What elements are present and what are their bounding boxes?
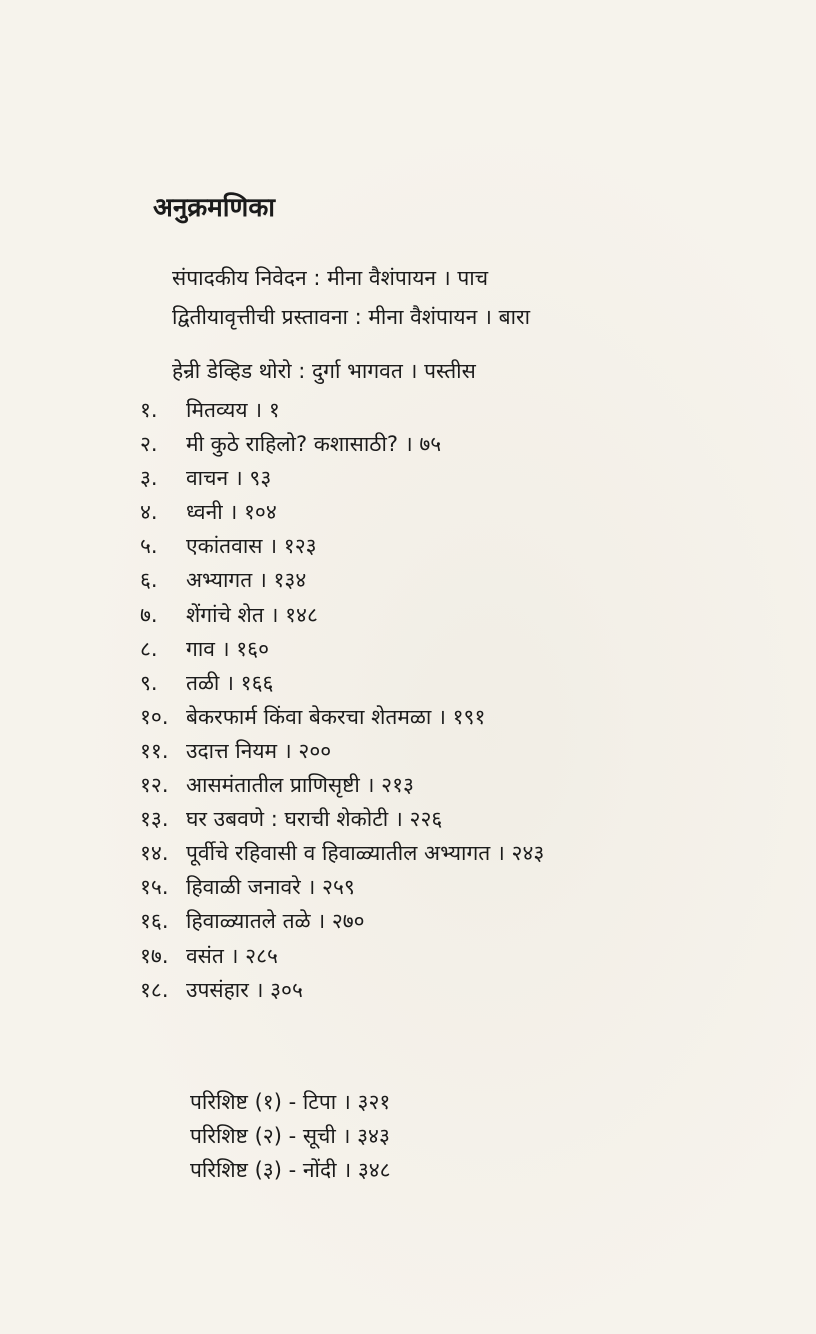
chapter-title: हिवाळ्यातले तळे । २७०: [186, 909, 365, 934]
chapter-number: २.: [140, 432, 158, 457]
chapter-title: बेकरफार्म किंवा बेकरचा शेतमळा । १९१: [186, 704, 486, 729]
chapter-title: गाव । १६०: [186, 636, 270, 661]
appendix-list: [190, 1085, 391, 1187]
list-item: परिशिष्ट (१) - टिपा । ३२१: [190, 1090, 391, 1114]
chapter-title: अभ्यागत । १३४: [186, 568, 307, 593]
list-item: [140, 802, 544, 836]
chapter-title: शेंगांचे शेत । १४८: [186, 602, 318, 627]
chapter-number: १७.: [140, 943, 169, 968]
list-item: [140, 598, 544, 632]
list-item: [140, 632, 544, 666]
front-matter-editorial-note: संपादकीय निवेदन : मीना वैशंपायन । पाच: [172, 266, 489, 290]
chapter-title: उपसंहार । ३०५: [186, 977, 303, 1002]
chapter-title: हिवाळी जनावरे । २५९: [186, 875, 355, 900]
front-matter-thoreau-essay: हेन्री डेव्हिड थोरो : दुर्गा भागवत । पस्तीस: [172, 359, 476, 383]
list-item: परिशिष्ट (२) - सूची । ३४३: [190, 1124, 390, 1148]
page-title: अनुक्रमणिका: [153, 193, 276, 223]
chapter-title: वसंत । २८५: [186, 943, 278, 968]
chapter-title: मी कुठे राहिलो? कशासाठी? । ७५: [186, 432, 442, 457]
chapter-number: १०.: [140, 704, 169, 729]
chapter-number: १३.: [140, 807, 169, 832]
chapter-number: ५.: [140, 534, 158, 559]
chapter-number: १२.: [140, 773, 169, 798]
list-item: [140, 700, 544, 734]
chapter-title: ध्वनी । १०४: [186, 500, 277, 525]
chapter-number: १४.: [140, 841, 169, 866]
list-item: [140, 734, 544, 768]
chapter-number: १६.: [140, 909, 169, 934]
chapter-number: ११.: [140, 738, 169, 763]
chapter-number: ३.: [140, 466, 158, 491]
list-item: [140, 768, 544, 802]
list-item: परिशिष्ट (३) - नोंदी । ३४८: [190, 1158, 391, 1182]
list-item: [140, 870, 544, 904]
chapter-title: तळी । १६६: [186, 670, 274, 695]
chapter-number: ७.: [140, 602, 158, 627]
list-item: [140, 563, 544, 597]
list-item: [140, 666, 544, 700]
chapter-title: पूर्वीचे रहिवासी व हिवाळ्यातील अभ्यागत । २४३: [186, 841, 545, 866]
chapter-title: उदात्त नियम । २००: [186, 738, 332, 763]
chapter-number: १५.: [140, 875, 169, 900]
front-matter-second-edition-preface: द्वितीयावृत्तीची प्रस्तावना : मीना वैशंपायन । बारा: [172, 305, 531, 329]
chapter-number: १८.: [140, 977, 169, 1002]
chapter-title: मितव्यय । १: [186, 398, 280, 422]
list-item: [140, 427, 544, 461]
list-item: [140, 973, 544, 1007]
chapter-title: एकांतवास । १२३: [186, 534, 317, 559]
list-item: [140, 495, 544, 529]
chapter-number: १.: [140, 398, 158, 422]
list-item: [140, 904, 544, 938]
list-item: [140, 529, 544, 563]
list-item: [140, 461, 544, 495]
chapter-title: घर उबवणे : घराची शेकोटी । २२६: [186, 807, 443, 832]
list-item: [140, 836, 544, 870]
list-item: [140, 393, 544, 427]
chapter-list: [140, 393, 544, 1007]
list-item: [140, 939, 544, 973]
chapter-title: वाचन । ९३: [186, 466, 272, 491]
chapter-number: ४.: [140, 500, 158, 525]
chapter-number: ९.: [140, 670, 158, 695]
chapter-number: ६.: [140, 568, 158, 593]
chapter-number: ८.: [140, 636, 158, 661]
chapter-title: आसमंतातील प्राणिसृष्टी । २१३: [186, 773, 414, 798]
